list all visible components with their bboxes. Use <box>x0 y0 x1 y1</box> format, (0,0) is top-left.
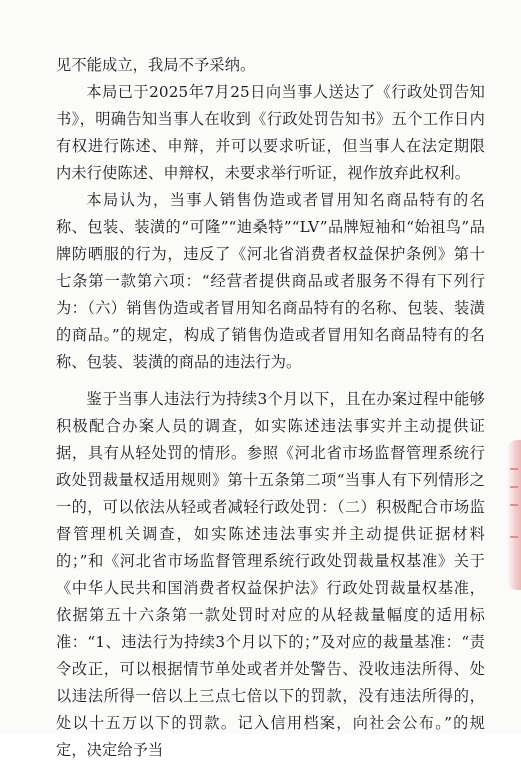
seal-mark <box>510 504 518 506</box>
paragraph-continuation: 见不能成立，我局不予采纳。 <box>56 56 256 74</box>
seal-mark <box>510 468 518 470</box>
paragraph-gap <box>56 376 485 386</box>
paragraph-penalty-basis: 鉴于当事人违法行为持续3个月以下，且在办案过程中能够积极配合办案人员的调查，如实陈述违法事实并主动提供证据，具有从轻处罚的情形。参照《河北省市场监督管理系统行政处罚裁量权适用规则》第十五条第二项“当事人有下列情形之一的，可以依法从轻或者减轻行政处罚：（二）积极配合市场监督管理机关调查，如实陈述违法事实并主动提供证据材料的；”和《河北省市场监督管理系统行政处罚裁量权基准》关于《中华人民共和国消费者权益保护法》行政处罚裁量权基准，依据第五十六条第一款处罚时对应的从轻裁量幅度的适用标准：“1、违法行为持续3个月以下的；”及对应的裁量基准：“责令改正，可以根据情节单处或者并处警告、没收违法所得、处以违法所得一倍以上三点七倍以下的罚款，没有违法所得的，处以十五万以下的罚款。记入信用档案，向社会公布。”的规定，决定给予当 <box>56 390 485 759</box>
seal-mark <box>510 536 518 538</box>
seal-mark <box>510 486 518 488</box>
paragraph-violation-finding: 本局认为，当事人销售伪造或者冒用知名商品特有的名称、包装、装潢的“可隆”“迪桑特”“LV”品牌短袖和“始祖鸟”品牌防晒服的行为，违反了《河北省消费者权益保护条例》第十七条第一款第六项：“经营者提供商品或者服务不得有下列行为：（六）销售伪造或者冒用知名商品特有的名称、包装、装潢的商品。”的规定，构成了销售伪造或者冒用知名商品特有的名称、包装、装潢的商品的违法行为。 <box>56 191 485 371</box>
paragraph-notice-delivery: 本局已于2025年7月25日向当事人送达了《行政处罚告知书》，明确告知当事人在收到《行政处罚告知书》五个工作日内有权进行陈述、申辩，并可以要求听证，但当事人在法定期限内未行使陈述、申辩权，未要求举行听证，视作放弃此权利。 <box>56 83 485 182</box>
document-body <box>56 52 485 764</box>
seal-stamp-edge <box>507 440 521 590</box>
